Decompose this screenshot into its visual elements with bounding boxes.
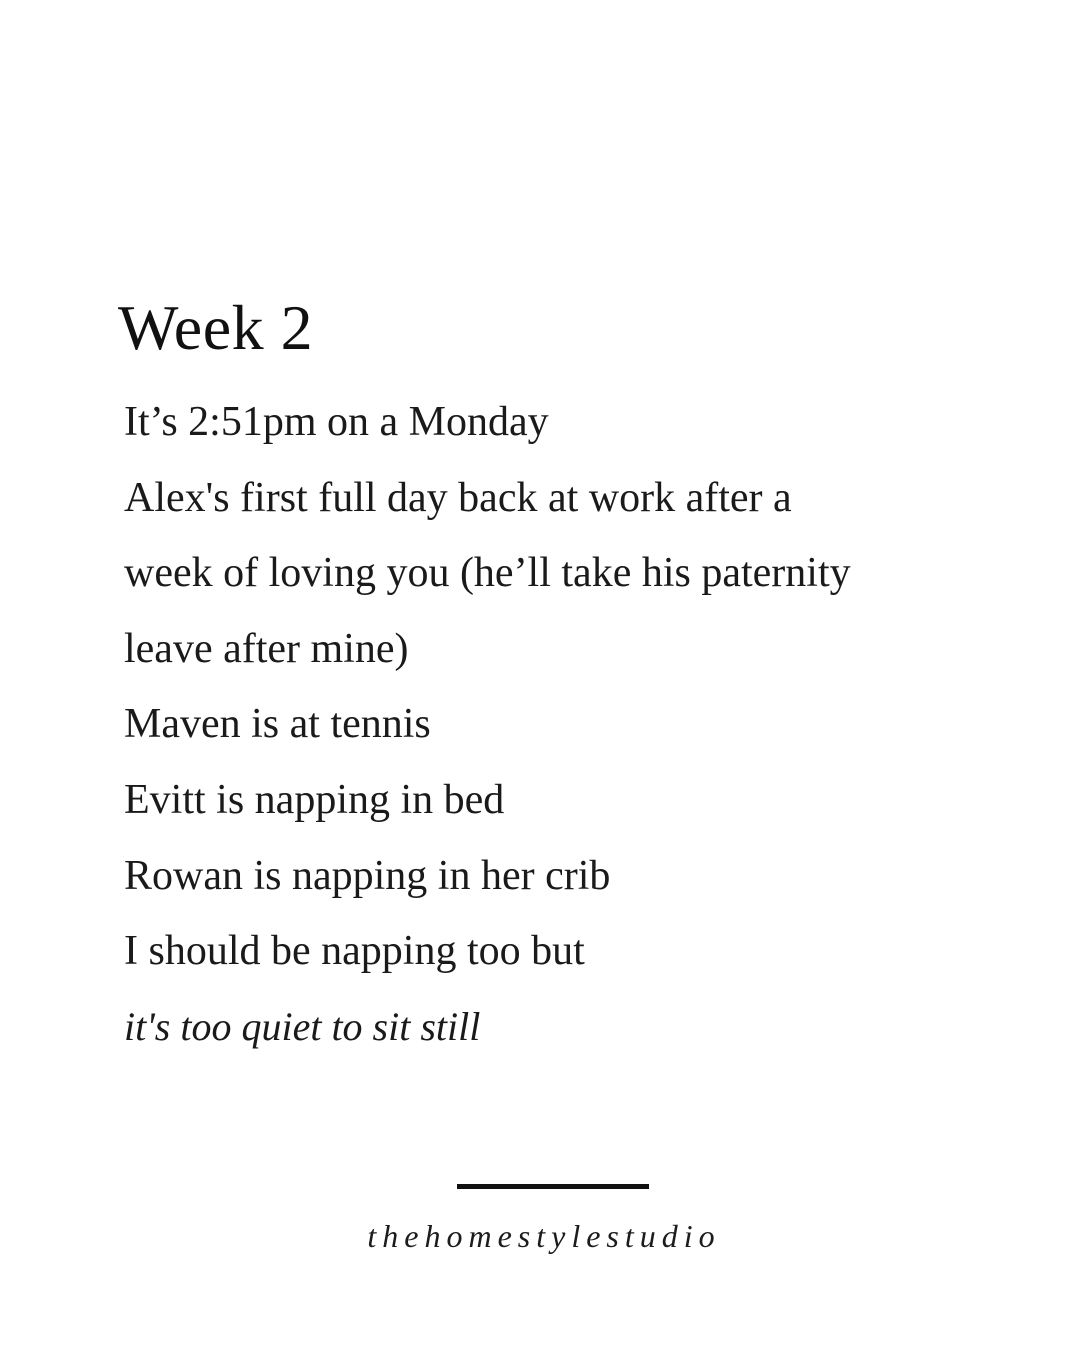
poem-line: Rowan is napping in her crib (124, 852, 611, 899)
signature: thehomestylestudio (367, 1218, 721, 1254)
poem-line: Alex's first full day back at work after a (124, 474, 792, 521)
poem-line: Maven is at tennis (124, 701, 431, 748)
poem-line: It’s 2:51pm on a Monday (124, 399, 549, 445)
poem-closing-line: it's too quiet to sit still (124, 1003, 481, 1049)
divider (457, 1184, 649, 1189)
poem-line: Evitt is napping in bed (124, 776, 505, 823)
poem-line: I should be napping too but (124, 928, 585, 975)
poem-line: leave after mine) (124, 625, 409, 672)
poem-body (124, 391, 1004, 1071)
page-title: Week 2 (118, 292, 314, 363)
poem-line: week of loving you (he’ll take his paternity (124, 550, 851, 597)
